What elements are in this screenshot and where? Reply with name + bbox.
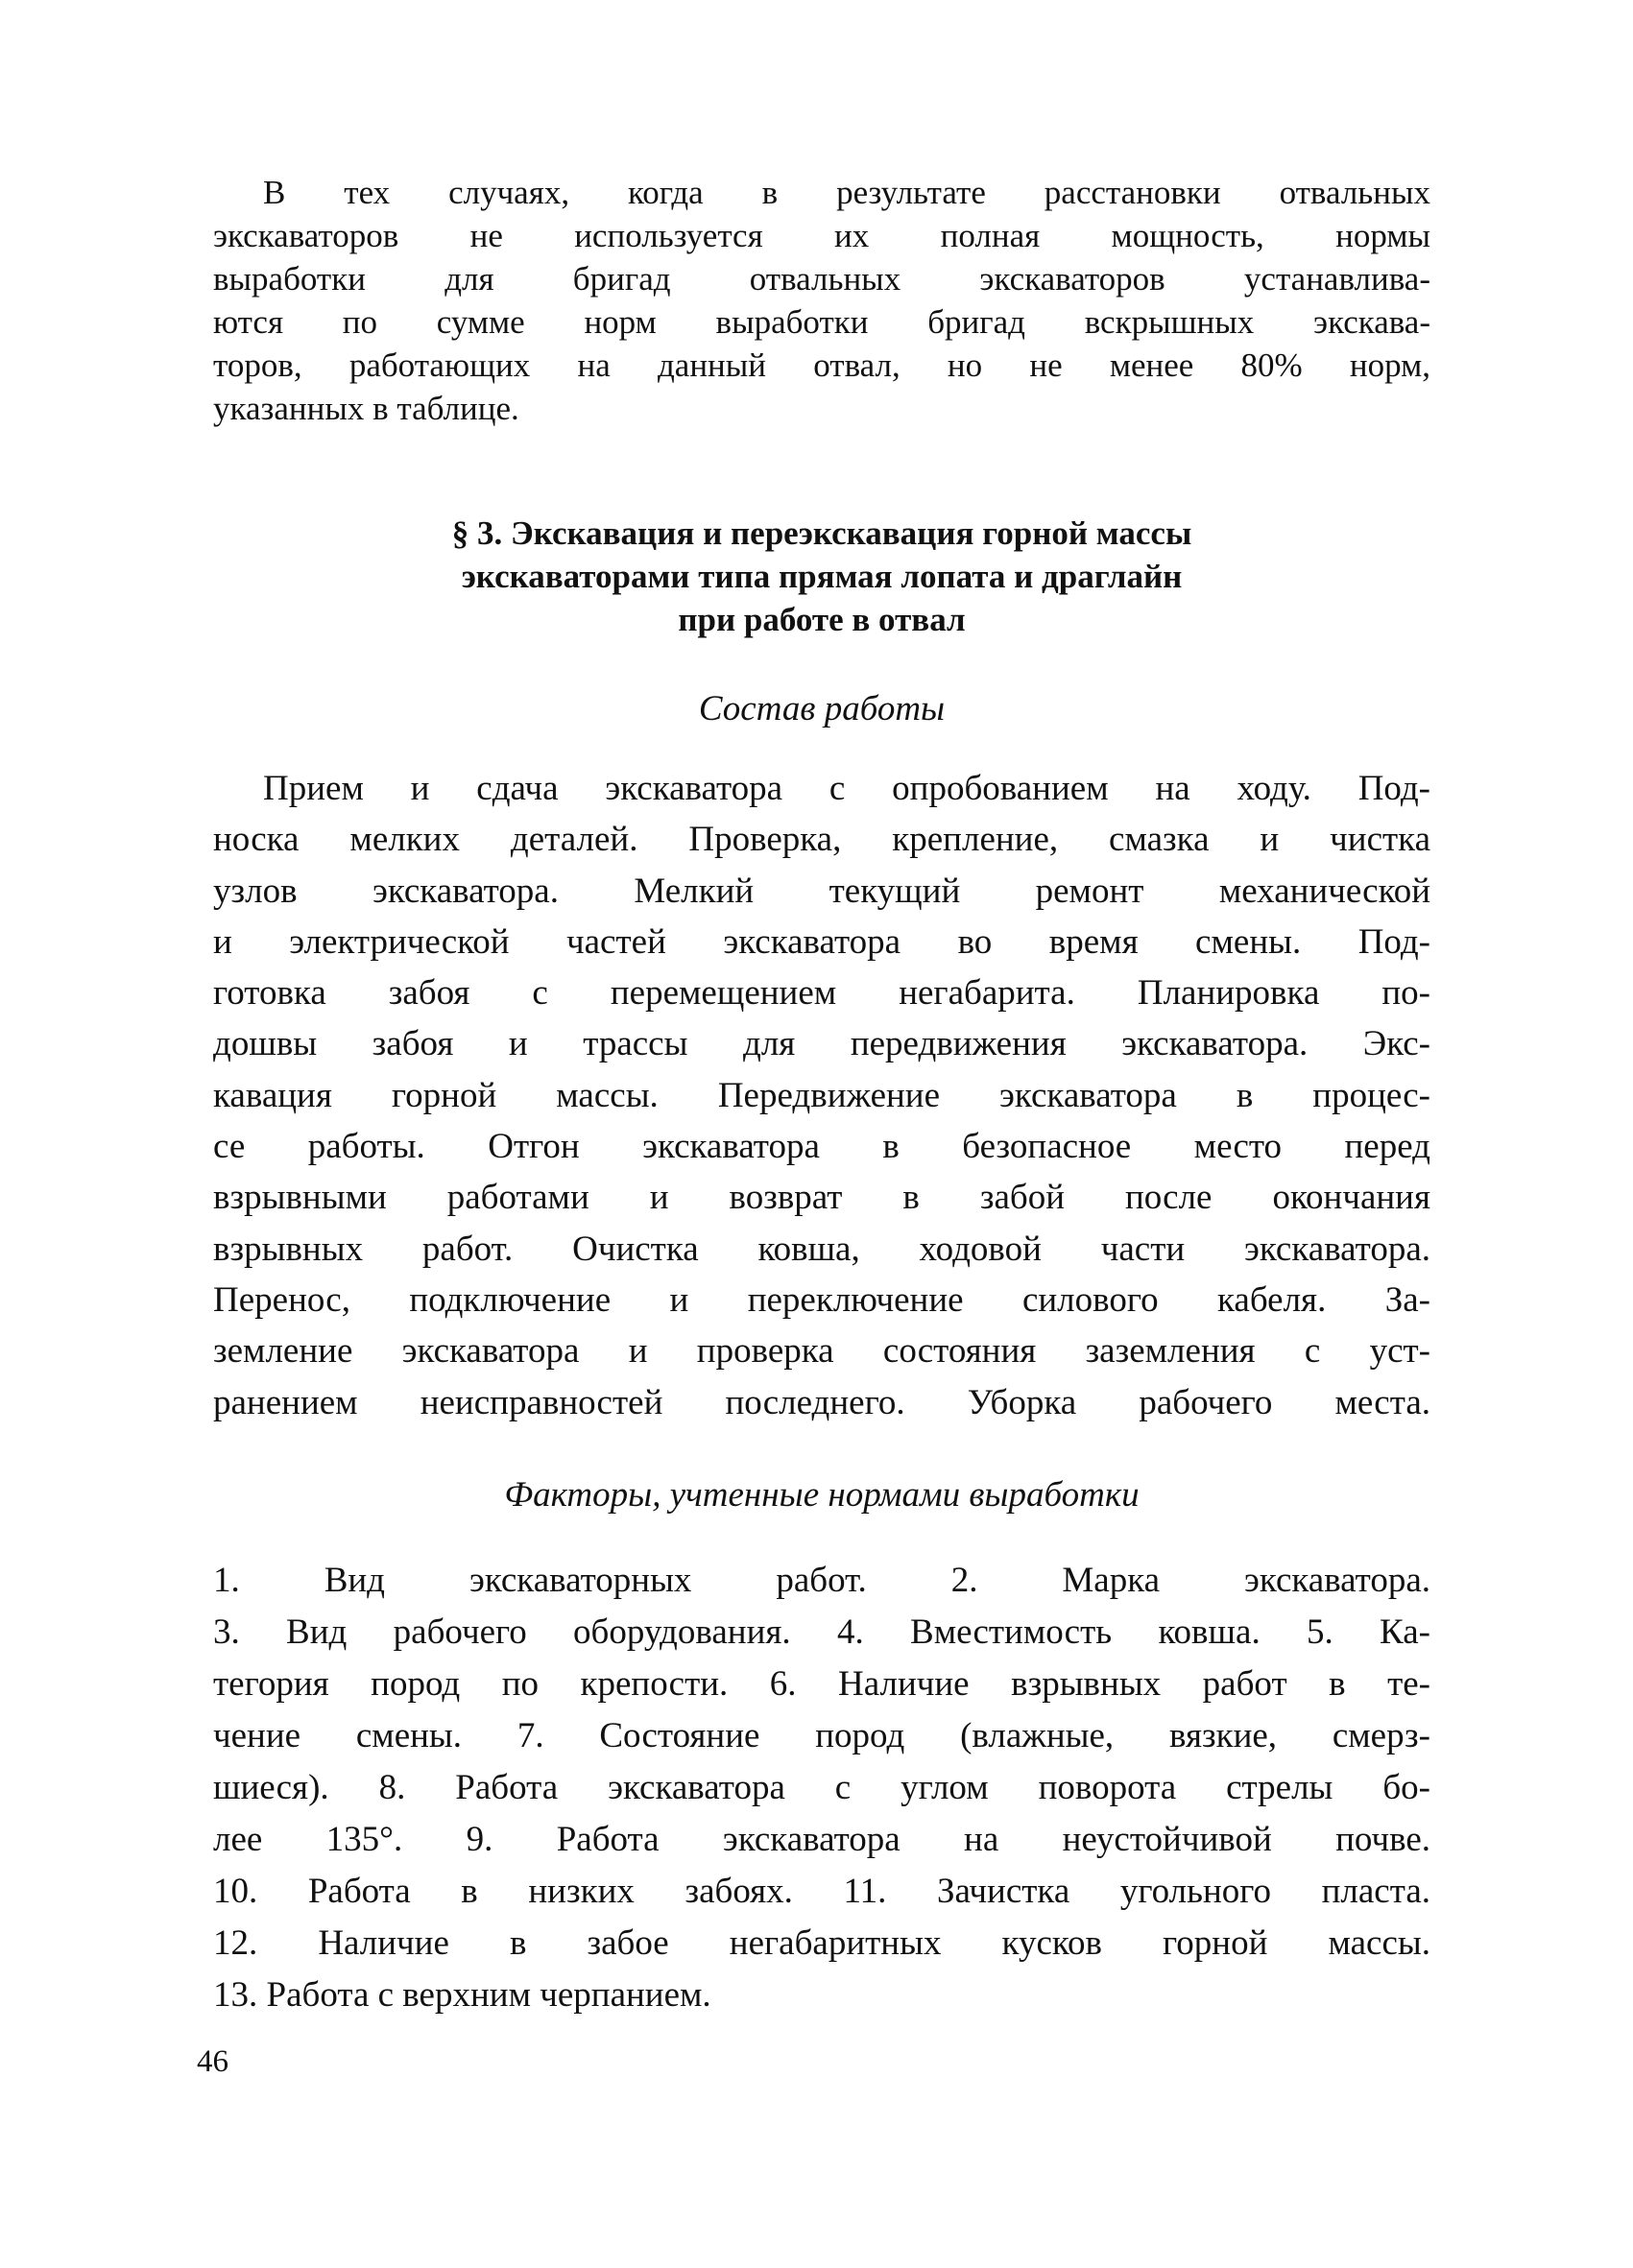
text-line: 13. Работа с верхним черпанием. [213,1975,711,2015]
intro-paragraph [213,171,1430,430]
text-line: 12. Наличие в забое негабаритных кусков горной массы. [213,1923,1430,1963]
text-line: се работы. Отгон экскаватора в безопасное место перед [213,1127,1430,1167]
text-line: 1. Вид экскаваторных работ. 2. Марка экскаватора. [213,1561,1430,1600]
text-line: выработки для бригад отвальных экскаваторов устанавлива- [213,260,1430,298]
text-line: 3. Вид рабочего оборудования. 4. Вместимость ковша. 5. Ка- [213,1612,1430,1652]
factors-subheading: Факторы, учтенные нормами выработки [504,1475,1140,1515]
factors-paragraph [213,1555,1430,2021]
text-line: готовка забоя с перемещением негабарита. Планировка по- [213,973,1430,1014]
section-heading [213,512,1430,641]
text-line: торов, работающих на данный отвал, но не менее 80% норм, [213,346,1430,384]
text-line: В тех случаях, когда в результате расстановки отвальных [263,174,1430,211]
text-line: лее 135°. 9. Работа экскаватора на неустойчивой почве. [213,1820,1430,1859]
text-line: § 3. Экскавация и переэкскавация горной массы [451,514,1192,552]
page-number: 46 [197,2044,228,2079]
composition-paragraph [213,763,1430,1428]
text-line: ранением неисправностей последнего. Уборка рабочего места. [213,1382,1430,1422]
text-line: Перенос, подключение и переключение силового кабеля. За- [213,1279,1430,1320]
text-line: экскаваторами типа прямая лопата и драглайн [461,558,1183,595]
text-line: кавация горной массы. Передвижение экскаватора в процес- [213,1075,1430,1115]
text-line: тегория пород по крепости. 6. Наличие взрывных работ в те- [213,1664,1430,1704]
text-line: 10. Работа в низких забоях. 11. Зачистка угольного пласта. [213,1872,1430,1911]
text-line: Прием и сдача экскаватора с опробованием на ходу. Под- [263,769,1430,808]
text-line: дошвы забоя и трассы для передвижения экскаватора. Экс- [213,1024,1430,1064]
composition-subheading: Состав работы [698,689,946,728]
text-line: носка мелких деталей. Проверка, крепление, смазка и чистка [213,820,1430,860]
text-line: шиеся). 8. Работа экскаватора с углом поворота стрелы бо- [213,1768,1430,1807]
text-line: при работе в отвал [678,601,966,638]
text-line: указанных в таблице. [213,390,519,427]
text-line: земление экскаватора и проверка состояния заземления с уст- [213,1331,1430,1372]
text-line: узлов экскаватора. Мелкий текущий ремонт механической [213,871,1430,911]
text-line: ются по сумме норм выработки бригад вскрышных экскава- [213,303,1430,341]
text-line: и электрической частей экскаватора во время смены. Под- [213,921,1430,962]
text-line: экскаваторов не используется их полная мощность, нормы [213,217,1430,254]
text-line: чение смены. 7. Состояние пород (влажные, вязкие, смерз- [213,1716,1430,1755]
text-line: взрывных работ. Очистка ковша, ходовой части экскаватора. [213,1229,1430,1269]
text-line: взрывными работами и возврат в забой после окончания [213,1178,1430,1218]
